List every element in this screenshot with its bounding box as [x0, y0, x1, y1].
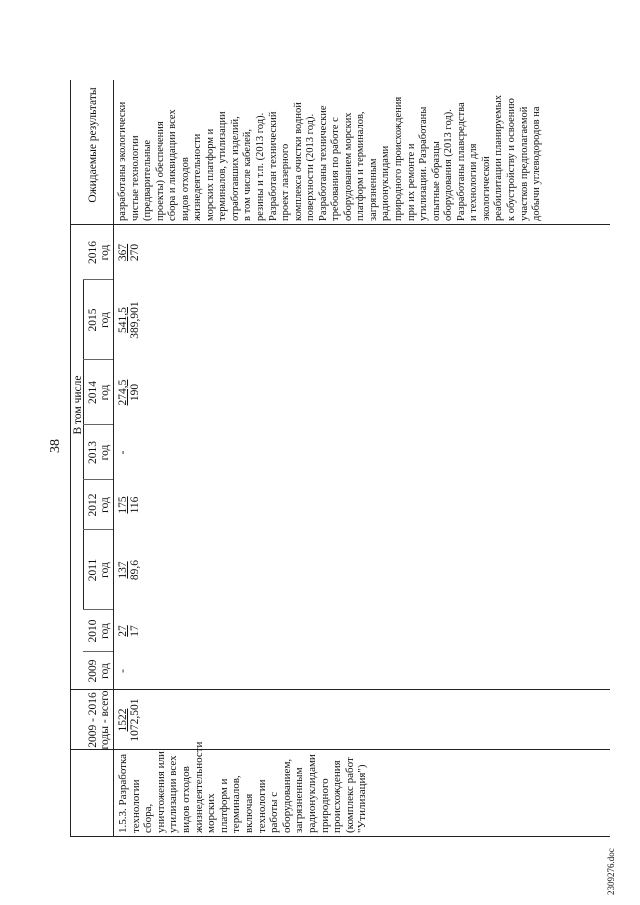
subheader-rule [83, 280, 84, 610]
header-bottom-border [113, 80, 114, 837]
header-year-2015: 2015 год [87, 308, 111, 332]
value-2013: - [117, 450, 129, 455]
header-year-2011: 2011 год [87, 558, 111, 582]
col-divider-2009 [70, 689, 610, 690]
col-divider-results [70, 224, 610, 225]
page-number: 38 [48, 439, 63, 453]
header-year-2009: 2009 год [87, 659, 111, 683]
value-2010: 27 17 [117, 625, 141, 637]
header-year-2010: 2010 год [87, 619, 111, 643]
value-total: 1522 1072,501 [117, 698, 141, 742]
header-year-2014: 2014 год [87, 381, 111, 404]
table-top-border [70, 80, 71, 837]
header-year-2012: 2012 год [87, 493, 111, 517]
value-2016: 367 270 [117, 243, 141, 262]
measure-name: 1.5.3. Разработка технологии сбора, уничтожения или утилизации всех видов отходов жизнедеятельности морских платформ и терминалов, включая технологии работы с оборудованием, загрязненным радионуклидами природного происхождения (комплекс работ "Утилизация") [117, 741, 369, 833]
header-year-2016: 2016 год [87, 241, 111, 264]
document-code: 2309276.doc [606, 848, 616, 895]
header-year-2013: 2013 год [87, 441, 111, 464]
value-2011: 137 89,6 [117, 559, 141, 581]
value-2015: 541,5 389,901 [117, 301, 141, 339]
header-in-that-number: В том числе [72, 375, 84, 435]
value-2009: - [117, 669, 129, 673]
value-2014: 274,5 190 [117, 379, 141, 406]
expected-results-text: разработаны экологически чистые технологии (предварительные проекты) обеспечения сбора и ликвидации всех видов отходов жизнедеятельности морских платформ и терминалов, утилизации отработавших изделий, в том числе кабелей, резины и т.п. (2013 год). Разработан технический проект лазерного комплекса очистки водной поверхности (2013 год). Разработаны технические требования по работе с оборудованием морских платформ и терминалов, загрязненным радионуклидами природного происхождения при их ремонте и утилизации. Разработаны опытные образцы оборудования (2013 год). Разработаны плавсредства и технологии для экологической реабилитации планируемых к обустройству и освоению участков предполагаемой добычи углеводородов на [117, 95, 543, 221]
table-left-border [70, 836, 610, 837]
value-2012: 175 116 [117, 496, 141, 514]
header-total: 2009 - 2016 годы - всего [87, 690, 111, 750]
col-divider-total [70, 749, 610, 750]
header-expected-results: Ожидаемые результаты [87, 87, 99, 203]
